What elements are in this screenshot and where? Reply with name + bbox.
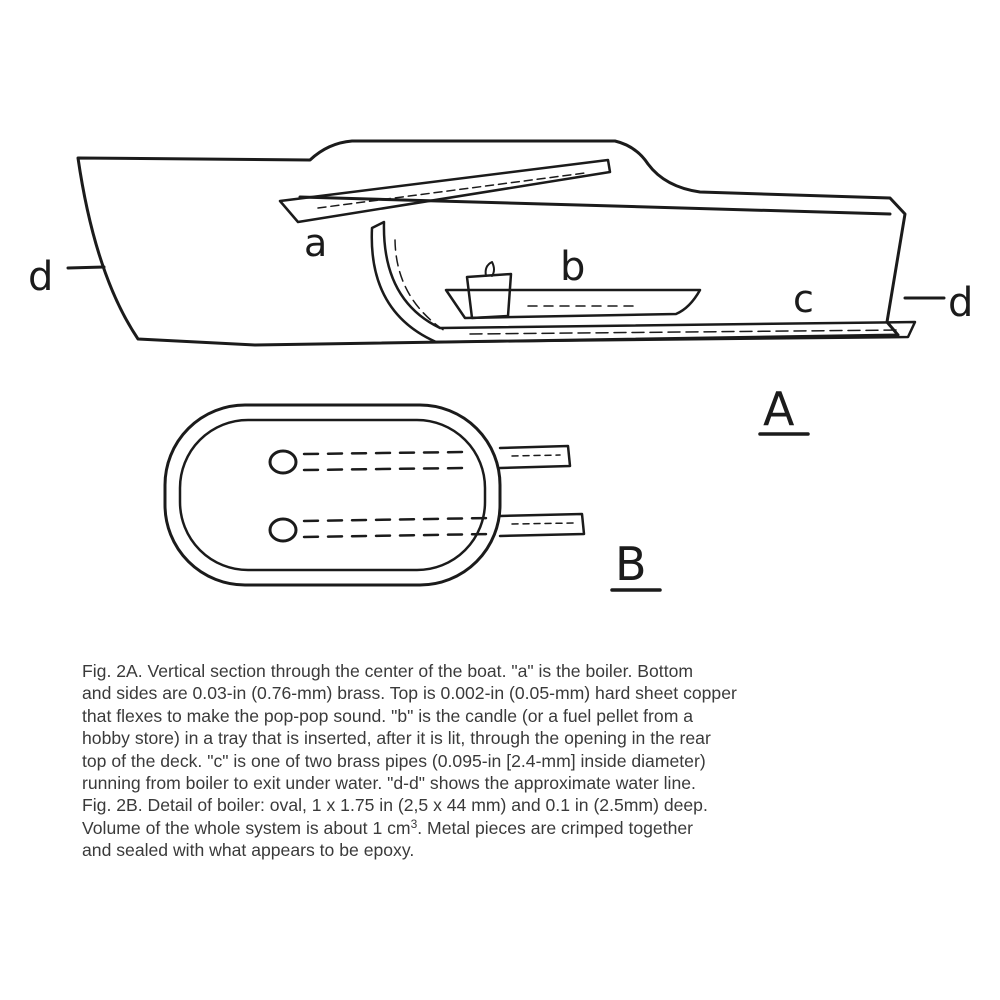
caption-line: running from boiler to exit under water. "d-d" shows the approximate water line. [82, 773, 696, 794]
candle [467, 274, 511, 318]
caption-line: and sealed with what appears to be epoxy. [82, 840, 415, 861]
pipe-c [372, 222, 915, 342]
figure-caption [82, 660, 962, 862]
pipe-opening-lower [270, 519, 296, 541]
caption-line: hobby store) in a tray that is inserted, after it is lit, through the opening in the rear [82, 728, 711, 749]
hull-outline [78, 141, 905, 345]
label-c: c [793, 277, 814, 321]
part-label-A: A [763, 382, 795, 436]
caption-volume-text: Volume of the whole system is about 1 cm [82, 817, 411, 838]
boiler-oval-inner [180, 420, 485, 570]
pipe-opening-upper [270, 451, 296, 473]
waterline-tick-left [68, 267, 104, 268]
caption-line: that flexes to make the pop-pop sound. "b" is the candle (or a fuel pellet from a [82, 705, 694, 726]
label-d-right: d [948, 280, 974, 326]
caption-volume-rest: . Metal pieces are crimped together [417, 817, 694, 838]
part-label-B: B [615, 537, 647, 591]
label-b: b [560, 244, 586, 290]
caption-superscript: 3 [410, 816, 418, 831]
caption-line: Fig. 2A. Vertical section through the center of the boat. "a" is the boiler. Bottom [82, 661, 694, 681]
deck-line [300, 197, 890, 214]
label-a: a [304, 221, 328, 265]
candle-tray-b [446, 290, 700, 318]
caption-line: top of the deck. "c" is one of two brass pipes (0.095-in [2.4-mm] inside diameter) [82, 750, 706, 771]
caption-line-volume [82, 817, 962, 839]
pipe-stub-upper [500, 446, 570, 468]
caption-line: and sides are 0.03-in (0.76-mm) brass. Top is 0.002-in (0.05-mm) hard sheet copper [82, 683, 737, 704]
caption-line: Fig. 2B. Detail of boiler: oval, 1 x 1.75 in (2,5 x 44 mm) and 0.1 in (2.5mm) deep. [82, 795, 708, 816]
pipe-stub-lower [500, 514, 584, 536]
boiler-oval-outer [165, 405, 500, 585]
boiler-a [280, 160, 610, 222]
label-d-left: d [28, 254, 54, 300]
